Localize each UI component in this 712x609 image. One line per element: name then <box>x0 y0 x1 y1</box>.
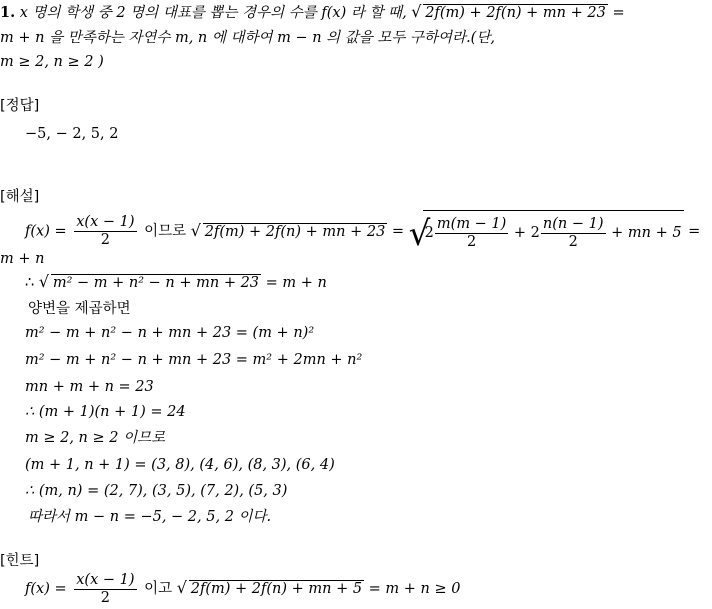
solution-line-7: mn + m + n = 23 <box>25 379 154 395</box>
answer-header: [정답] <box>0 98 40 114</box>
problem-line-3: m ≥ 2, n ≥ 2 ) <box>0 54 104 70</box>
solution-header: [해설] <box>0 189 40 205</box>
problem-sqrt: √ 2f(m) + 2f(n) + mn + 23 <box>411 3 608 23</box>
solution-line-10: (m + 1, n + 1) = (3, 8), (4, 6), (8, 3), (6, 4) <box>25 457 335 473</box>
sqrt-expression: √ m² − m + n² − n + mn + 23 <box>39 273 261 293</box>
solution-line-1: f(x) = $\frac{x(x - 1)}{2}$ 이므로 √ 2f(m) + 2f(n) + mn + 23 = √ 2 $\frac{m(m - 1)}{2}$ + 2 $\frac{n(n - 1)}{2}$ + mn + 5 = <box>25 210 700 250</box>
answer-values: −5, − 2, 5, 2 <box>25 126 119 142</box>
hint-header: [힌트] <box>0 553 40 569</box>
hint-fraction: $\frac{x(x - 1)}{2}$ <box>76 571 135 606</box>
sqrt-expanded: √ 2 $\frac{m(m - 1)}{2}$ + 2 $\frac{n(n - 1)}{2}$ + mn + 5 <box>409 210 684 253</box>
fraction-fx: $\frac{x(x - 1)}{2}$ <box>76 214 135 248</box>
sqrt-original: √ 2f(m) + 2f(n) + mn + 23 <box>191 212 388 252</box>
solution-line-6: m² − m + n² − n + mn + 23 = m² + 2mn + n² <box>25 352 363 368</box>
solution-line-2: m + n <box>0 251 45 267</box>
problem-line-1: 1. x 명의 학생 중 2 명의 대표를 뽑는 경우의 수를 f(x) 라 할 때, √ 2f(m) + 2f(n) + mn + 23 = <box>0 3 625 23</box>
problem-number: 1. <box>0 4 16 21</box>
problem-text-1: x 명의 학생 중 2 명의 대표를 뽑는 경우의 수를 f(x) 라 할 때, <box>19 5 407 21</box>
solution-line-4: 양변을 제곱하면 <box>28 301 131 317</box>
solution-line-9: m ≥ 2, n ≥ 2 이므로 <box>25 430 166 446</box>
solution-line-12: 따라서 m − n = −5, − 2, 5, 2 이다. <box>28 509 272 525</box>
problem-line-2: m + n 을 만족하는 자연수 m, n 에 대하여 m − n 의 값을 모두 구하여라.(단, <box>0 30 495 46</box>
solution-line-3: ∴ √ m² − m + n² − n + mn + 23 = m + n <box>25 273 327 293</box>
hint-line: f(x) = $\frac{x(x - 1)}{2}$ 이고 √ 2f(m) + 2f(n) + mn + 5 = m + n ≥ 0 <box>25 569 460 609</box>
hint-sqrt: √ 2f(m) + 2f(n) + mn + 5 <box>177 569 364 609</box>
solution-line-11: ∴ (m, n) = (2, 7), (3, 5), (7, 2), (5, 3) <box>25 483 288 499</box>
solution-line-8: ∴ (m + 1)(n + 1) = 24 <box>25 404 186 420</box>
solution-line-5: m² − m + n² − n + mn + 23 = (m + n)² <box>25 325 315 341</box>
